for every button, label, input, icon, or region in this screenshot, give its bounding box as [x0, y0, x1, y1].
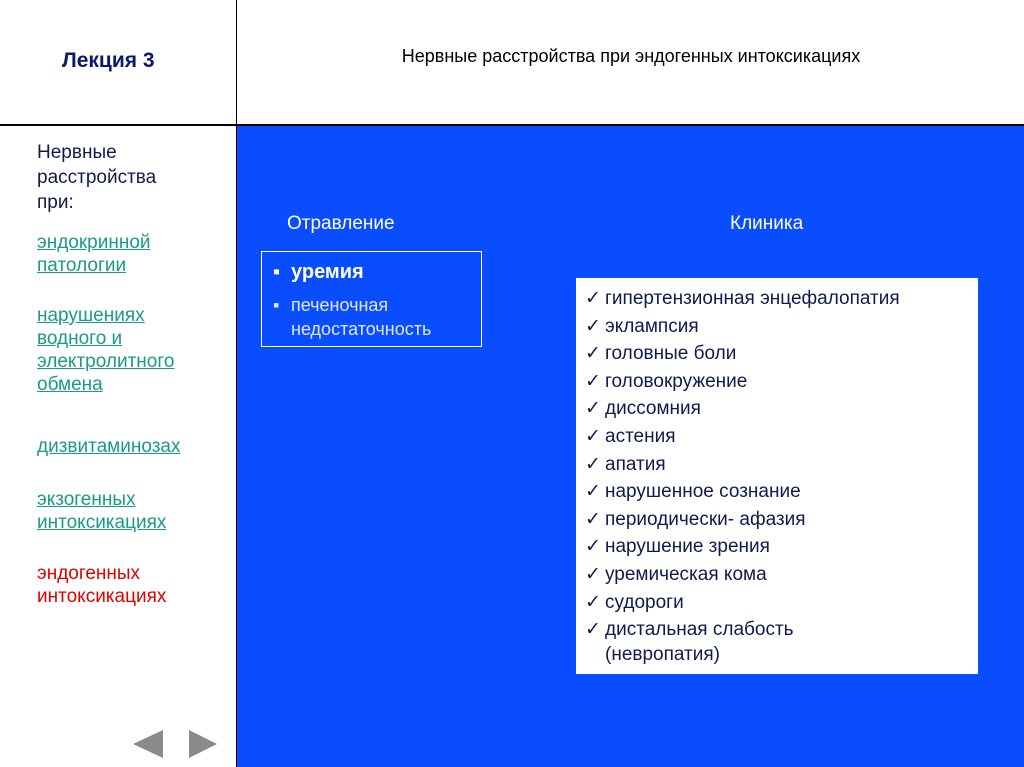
poisoning-heading: Отравление [287, 213, 395, 234]
checkmark-icon: ✓ [585, 508, 601, 530]
clinic-item: ✓ эклампсия [585, 313, 900, 341]
clinic-item: ✓ гипертензионная энцефалопатия [585, 285, 900, 313]
clinic-item: ✓ нарушение зрения [585, 533, 900, 561]
clinic-box [576, 278, 978, 674]
clinic-item: ✓ головокружение [585, 368, 900, 396]
poisoning-item-hepatic: ▪ печеночная [273, 295, 389, 315]
clinic-item: ✓ апатия [585, 451, 900, 479]
checkmark-icon: ✓ [585, 536, 601, 558]
checkmark-icon: ✓ [585, 563, 601, 585]
checkmark-icon: ✓ [585, 619, 601, 641]
square-bullet-icon: ▪ [273, 295, 280, 315]
checkmark-icon: ✓ [585, 425, 601, 447]
checkmark-icon: ✓ [585, 343, 601, 365]
clinic-item: ✓ периодически- афазия [585, 506, 900, 534]
sidebar-link-exogenous[interactable]: экзогенных интоксикациях [37, 489, 167, 533]
clinic-item: ✓ головные боли [585, 340, 900, 368]
sidebar-link-endocrine[interactable]: эндокринной патологии [37, 232, 151, 276]
sidebar-link-water-electrolyte[interactable]: нарушениях водного и электролитного обмена [37, 305, 175, 395]
header-left-panel [0, 0, 236, 124]
clinic-heading: Клиника [730, 213, 804, 234]
poisoning-box [261, 251, 482, 347]
clinic-item: ✓ судороги [585, 589, 900, 617]
checkmark-icon: ✓ [585, 481, 601, 503]
checkmark-icon: ✓ [585, 370, 601, 392]
clinic-item-tail: (невропатия) [605, 644, 720, 665]
lecture-title: Лекция 3 [62, 49, 155, 72]
square-bullet-icon: ▪ [273, 261, 281, 283]
poisoning-item-uremia: ▪ уремия [273, 261, 364, 283]
content-panel [237, 126, 1024, 767]
clinic-item: ✓ астения [585, 423, 900, 451]
poisoning-item-hepatic-cont: недостаточность [291, 319, 432, 339]
clinic-item: ✓ нарушенное сознание [585, 478, 900, 506]
sidebar-intro: Нервные расстройства при: [37, 142, 157, 213]
divider-vertical [236, 0, 237, 767]
checkmark-icon: ✓ [585, 398, 601, 420]
sidebar-link-endogenous-current[interactable]: эндогенных интоксикациях [37, 563, 167, 607]
checkmark-icon: ✓ [585, 288, 601, 309]
clinic-list [585, 285, 900, 644]
slide-title: Нервные расстройства при эндогенных интоксикациях [401, 46, 861, 66]
sidebar [0, 126, 236, 767]
checkmark-icon: ✓ [585, 591, 601, 613]
checkmark-icon: ✓ [585, 453, 601, 475]
triangle-left-icon[interactable] [133, 730, 163, 758]
triangle-right-icon[interactable] [189, 730, 217, 758]
clinic-item: ✓ диссомния [585, 395, 900, 423]
sidebar-link-dysvitaminosis[interactable]: дизвитаминозах [37, 436, 181, 457]
checkmark-icon: ✓ [585, 315, 601, 337]
clinic-item: ✓ дистальная слабость [585, 616, 900, 644]
divider-horizontal [0, 124, 1024, 126]
clinic-item: ✓ уремическая кома [585, 561, 900, 589]
